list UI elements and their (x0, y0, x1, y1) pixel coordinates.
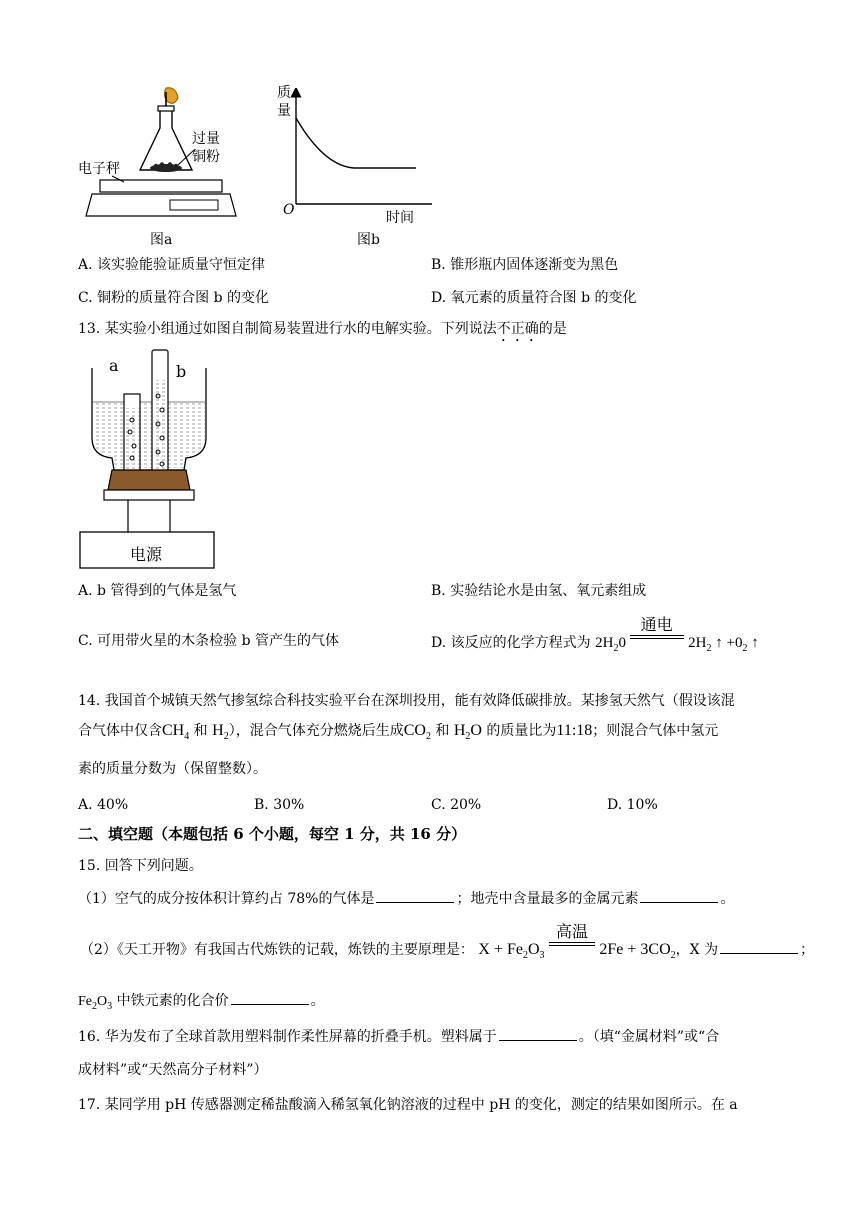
q13-stem-suffix: 的是 (538, 321, 567, 337)
q16-line-1: 16. 华为发布了全球首款用塑料制作柔性屏幕的折叠手机。塑料属于 。（填“金属材料”或“合 (78, 1029, 720, 1045)
mass-curve (296, 118, 416, 168)
q12-option-a: A. 该实验能验证质量守恒定律 (78, 257, 266, 273)
q15-blank-2[interactable] (640, 890, 718, 903)
tube-a-label: a (109, 356, 119, 375)
q13-option-b: B. 实验结论水是由氢、氧元素组成 (431, 583, 647, 599)
q14-option-c: C. 20% (431, 797, 482, 813)
powder-label-line2: 铜粉 (192, 149, 220, 165)
origin-label: O (283, 202, 295, 218)
scale-label: 电子秤 (78, 161, 120, 177)
q16-blank[interactable] (499, 1028, 577, 1041)
q13-option-a: A. b 管得到的气体是氢气 (78, 583, 237, 599)
power-supply-label: 电源 (130, 545, 163, 564)
q13-reaction-condition: 通电 (630, 616, 684, 639)
q15-reaction-condition: 高温 (549, 923, 595, 946)
q14-line-3: 素的质量分数为（保留整数）。 (78, 761, 267, 777)
electrolysis-apparatus (78, 346, 218, 571)
q14-option-b: B. 30% (254, 797, 305, 813)
tube-b-label: b (176, 362, 187, 381)
q17-line-1: 17. 某同学用 pH 传感器测定稀盐酸滴入稀氢氧化钠溶液的过程中 pH 的变化，测定的结果如图所示。在 a (78, 1097, 738, 1113)
q13-stem (78, 320, 567, 345)
q15-blank-4[interactable] (231, 992, 309, 1005)
q13-option-c: C. 可用带火星的木条检验 b 管产生的气体 (78, 633, 339, 649)
q13-equation: $2H_20$ (595, 635, 626, 654)
q13-stem-prefix: 13. 某实验小组通过如图自制简易装置进行水的电解实验。下列说法 (78, 321, 497, 337)
q13-option-d (431, 615, 759, 654)
q13-products: $2H_2$ ↑ $+0_2$ ↑ (688, 635, 759, 654)
figure-b-caption: 图b (357, 232, 380, 248)
q14-option-d: D. 10% (607, 797, 658, 813)
q12-option-d: D. 氧元素的质量符合图 b 的变化 (431, 290, 637, 306)
x-axis-label: 时间 (386, 210, 414, 226)
section-2-heading: 二、填空题（本题包括 6 个小题，每空 1 分，共 16 分） (78, 825, 467, 843)
q15-part-3: $Fe_2O_3$ 中铁元素的化合价 。 (78, 993, 325, 1012)
q15-blank-3[interactable] (720, 941, 798, 954)
q16-line-2: 成材料”或“天然高分子材料”） (78, 1062, 268, 1078)
q14-line-1: 14. 我国首个城镇天然气掺氢综合科技实验平台在深圳投用，能有效降低碳排放。某掺氢天然气（假设该混 (78, 693, 735, 709)
powder-label-line1: 过量 (192, 131, 220, 147)
figure-a-caption: 图a (150, 232, 173, 248)
q13-stem-emphasis: 不正确 (496, 321, 539, 337)
figure-b-mass-time-graph (284, 88, 434, 208)
q15-part-1: （1）空气的成分按体积计算约占 78%的气体是 ；地壳中含量最多的金属元素 。 (78, 891, 735, 907)
q13-option-d-prefix: D. 该反应的化学方程式为 (431, 635, 591, 651)
q12-option-c: C. 铜粉的质量符合图 b 的变化 (78, 290, 269, 306)
y-axis-label-1: 质 (277, 85, 291, 101)
q14-option-a: A. 40% (78, 797, 129, 813)
q14-line-2: 合气体中仅含$CH_4$ 和 $H_2$），混合气体充分燃烧后生成$CO_2$ 和 $H_2O$ 的质量比为11:18；则混合气体中氢元 (78, 722, 719, 743)
q15-blank-1[interactable] (376, 890, 454, 903)
y-axis-label-2: 量 (277, 103, 291, 119)
q15-part-2: （2）《天工开物》有我国古代炼铁的记载，炼铁的主要原理是： $X + Fe_2O_3$ 高温 $2Fe + 3CO_2$，X 为 ； (80, 922, 815, 962)
q15-stem: 15. 回答下列问题。 (78, 858, 203, 874)
q12-option-b: B. 锥形瓶内固体逐渐变为黑色 (431, 257, 619, 273)
